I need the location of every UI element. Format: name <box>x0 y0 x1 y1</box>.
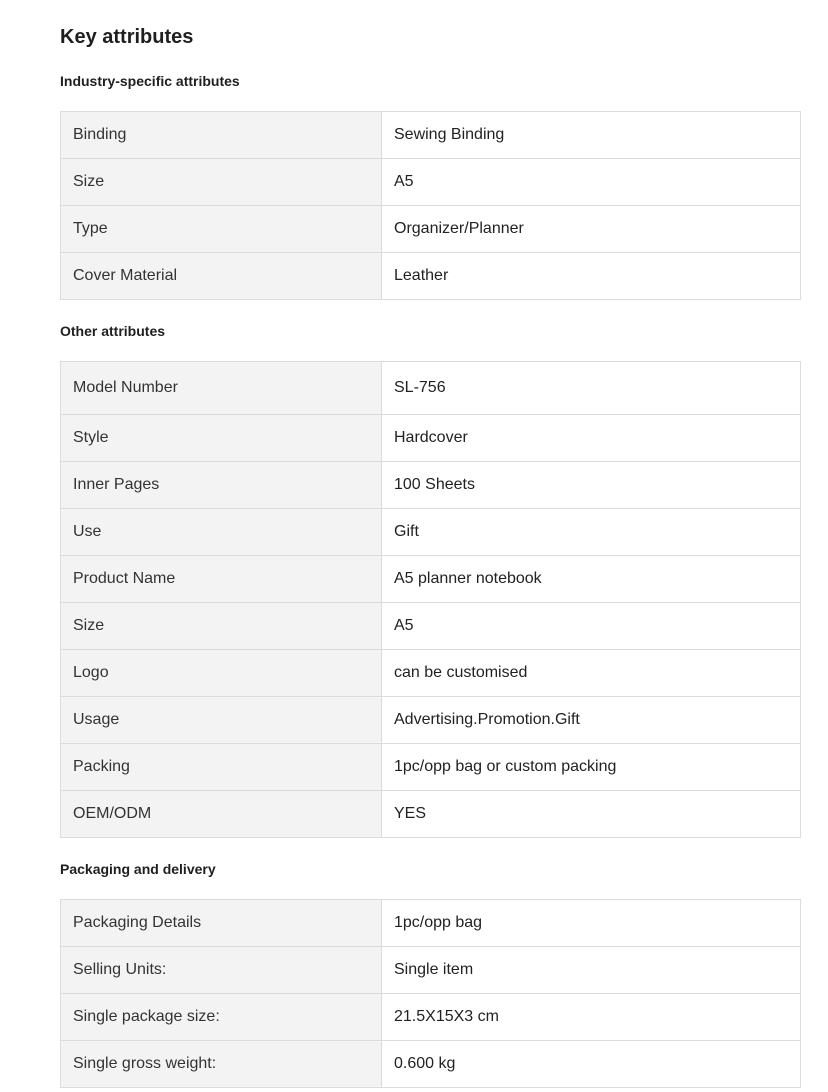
attribute-value: A5 planner notebook <box>382 556 801 603</box>
table-row <box>61 697 801 744</box>
table-row <box>61 900 801 947</box>
table-row <box>61 650 801 697</box>
attribute-value: Hardcover <box>382 415 801 462</box>
table-row <box>61 994 801 1041</box>
attribute-key: Single gross weight: <box>61 1041 382 1088</box>
attribute-value: 100 Sheets <box>382 462 801 509</box>
attribute-key: Logo <box>61 650 382 697</box>
attribute-key: OEM/ODM <box>61 791 382 838</box>
table-row <box>61 791 801 838</box>
table-row <box>61 947 801 994</box>
attribute-value: A5 <box>382 159 801 206</box>
table-row <box>61 253 801 300</box>
table-row <box>61 206 801 253</box>
table-row <box>61 744 801 791</box>
table-row <box>61 415 801 462</box>
section-title-other: Other attributes <box>60 323 166 339</box>
attribute-value: Organizer/Planner <box>382 206 801 253</box>
industry-attributes-table <box>60 111 801 300</box>
attribute-key: Use <box>61 509 382 556</box>
table-row <box>61 603 801 650</box>
table-row <box>61 159 801 206</box>
attribute-value: 21.5X15X3 cm <box>382 994 801 1041</box>
attribute-value: Advertising.Promotion.Gift <box>382 697 801 744</box>
attribute-key: Cover Material <box>61 253 382 300</box>
packaging-table <box>60 899 801 1088</box>
attribute-key: Binding <box>61 112 382 159</box>
attribute-value: SL-756 <box>382 362 801 415</box>
section-title-industry-specific: Industry-specific attributes <box>60 73 240 89</box>
table-row <box>61 1041 801 1088</box>
attribute-value: A5 <box>382 603 801 650</box>
attribute-value: Sewing Binding <box>382 112 801 159</box>
attribute-value: can be customised <box>382 650 801 697</box>
attribute-key: Selling Units: <box>61 947 382 994</box>
attribute-key: Style <box>61 415 382 462</box>
page-title: Key attributes <box>60 26 194 48</box>
attribute-key: Type <box>61 206 382 253</box>
attribute-value: 0.600 kg <box>382 1041 801 1088</box>
table-row <box>61 112 801 159</box>
attribute-key: Size <box>61 603 382 650</box>
attribute-key: Inner Pages <box>61 462 382 509</box>
other-attributes-table <box>60 361 801 838</box>
attribute-key: Single package size: <box>61 994 382 1041</box>
attribute-key: Packing <box>61 744 382 791</box>
attribute-value: 1pc/opp bag <box>382 900 801 947</box>
table-row <box>61 556 801 603</box>
attribute-key: Product Name <box>61 556 382 603</box>
attribute-key: Size <box>61 159 382 206</box>
attribute-value: 1pc/opp bag or custom packing <box>382 744 801 791</box>
table-row <box>61 362 801 415</box>
attribute-value: Gift <box>382 509 801 556</box>
attribute-key: Packaging Details <box>61 900 382 947</box>
attribute-value: YES <box>382 791 801 838</box>
attribute-value: Single item <box>382 947 801 994</box>
table-row <box>61 462 801 509</box>
attribute-value: Leather <box>382 253 801 300</box>
attribute-key: Model Number <box>61 362 382 415</box>
attribute-key: Usage <box>61 697 382 744</box>
table-row <box>61 509 801 556</box>
section-title-packaging: Packaging and delivery <box>60 861 216 877</box>
